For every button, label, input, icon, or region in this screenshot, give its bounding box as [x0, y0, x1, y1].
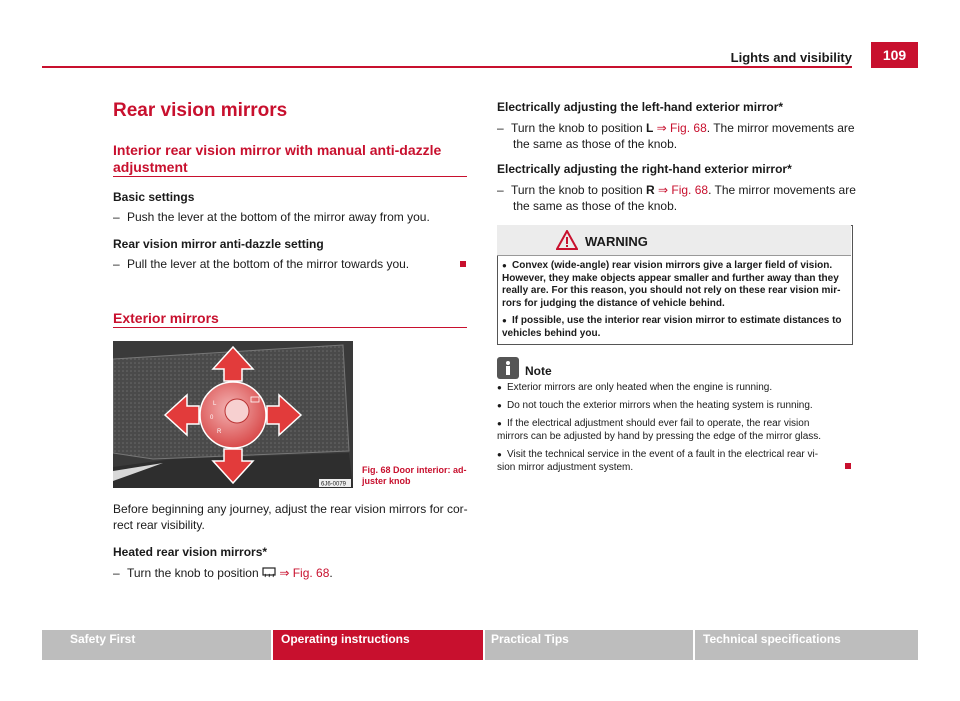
antidazzle-heading: Rear vision mirror anti-dazzle setting	[113, 237, 324, 251]
antidazzle-step: – Pull the lever at the bottom of the mirror towards you.	[113, 257, 410, 271]
warning-item-1: ● Convex (wide-angle) rear vision mirrors give a larger field of vision. However, they make objects appear smaller and further away than they really are. For this reason, you should not rely on these rear vision mir- rors for judging the distance of vehicle behind.	[502, 260, 841, 309]
left-mirror-step: – Turn the knob to position L ⇒ Fig. 68. The mirror movements are	[497, 121, 855, 135]
fig-68-link-left[interactable]: ⇒ Fig. 68	[656, 121, 707, 135]
page-number: 109	[871, 42, 918, 68]
note-end-mark	[845, 463, 851, 469]
note-item-3: ● If the electrical adjustment should ever fail to operate, the rear vision mirrors can be adjusted by hand by pressing the edge of the mirror glass.	[497, 418, 822, 442]
warning-title: WARNING	[585, 234, 648, 249]
note-item-2: ● Do not touch the exterior mirrors when the heating system is running.	[497, 400, 813, 411]
heated-mirrors-step: – Turn the knob to position ⇒ Fig. 68.	[113, 566, 333, 580]
figure-caption-line2: juster knob	[362, 476, 411, 486]
note-title: Note	[525, 364, 552, 378]
running-header-title: Lights and visibility	[730, 50, 852, 65]
note-item-1: ● Exterior mirrors are only heated when the engine is running.	[497, 382, 773, 393]
exterior-rule	[113, 327, 467, 328]
footer-tab-technical-specifications[interactable]: Technical specifications	[695, 630, 918, 660]
intro-line1: Before beginning any journey, adjust the rear vision mirrors for cor-	[113, 502, 468, 516]
intro-line2: rect rear visibility.	[113, 518, 205, 532]
heated-mirror-icon	[262, 567, 276, 578]
note-icon	[497, 357, 519, 379]
figure-68-adjuster-knob	[113, 341, 353, 488]
note-item-4: ● Visit the technical service in the event of a fault in the electrical rear vi- sion mirror adjustment system.	[497, 449, 819, 473]
left-mirror-heading: Electrically adjusting the left-hand exterior mirror*	[497, 100, 784, 114]
section-title: Rear vision mirrors	[113, 100, 288, 121]
door-panel-illustration	[113, 341, 353, 488]
footer-tab-operating-instructions[interactable]: Operating instructions	[273, 630, 483, 660]
svg-text:R: R	[217, 429, 222, 435]
heated-mirrors-heading: Heated rear vision mirrors*	[113, 545, 268, 559]
exterior-mirrors-heading: Exterior mirrors	[113, 310, 219, 326]
footer-tab-safety-first[interactable]: Safety First	[42, 630, 271, 660]
right-mirror-step-line2: the same as those of the knob.	[513, 199, 678, 213]
subsection-title-line1: Interior rear vision mirror with manual anti-dazzle	[113, 142, 442, 158]
svg-text:0: 0	[210, 415, 214, 421]
r-position-symbol: R	[645, 183, 655, 197]
left-mirror-step-line2: the same as those of the knob.	[513, 137, 678, 151]
fig-68-link-right[interactable]: ⇒ Fig. 68	[658, 183, 709, 197]
subsection-title-line2: adjustment	[113, 159, 188, 175]
warning-item-2: ● If possible, use the interior rear vision mirror to estimate distances to vehicles behind you.	[502, 315, 842, 339]
basic-settings-heading: Basic settings	[113, 190, 195, 204]
figure-code: 6J6-0079	[321, 481, 347, 488]
basic-settings-step: – Push the lever at the bottom of the mirror away from you.	[113, 210, 430, 224]
section-end-mark	[460, 261, 466, 267]
header-rule	[42, 66, 852, 68]
svg-text:L: L	[213, 401, 217, 407]
right-mirror-heading: Electrically adjusting the right-hand exterior mirror*	[497, 162, 792, 176]
figure-caption-line1: Fig. 68 Door interior: ad-	[362, 465, 467, 475]
warning-header	[497, 225, 851, 256]
fig-68-link[interactable]: ⇒ Fig. 68	[279, 566, 330, 580]
footer-tab-practical-tips[interactable]: Practical Tips	[485, 630, 693, 660]
right-mirror-step: – Turn the knob to position R ⇒ Fig. 68. The mirror movements are	[497, 183, 856, 197]
subsection-rule	[113, 176, 467, 177]
warning-triangle-icon	[556, 230, 578, 250]
l-position-symbol: L	[645, 121, 654, 135]
